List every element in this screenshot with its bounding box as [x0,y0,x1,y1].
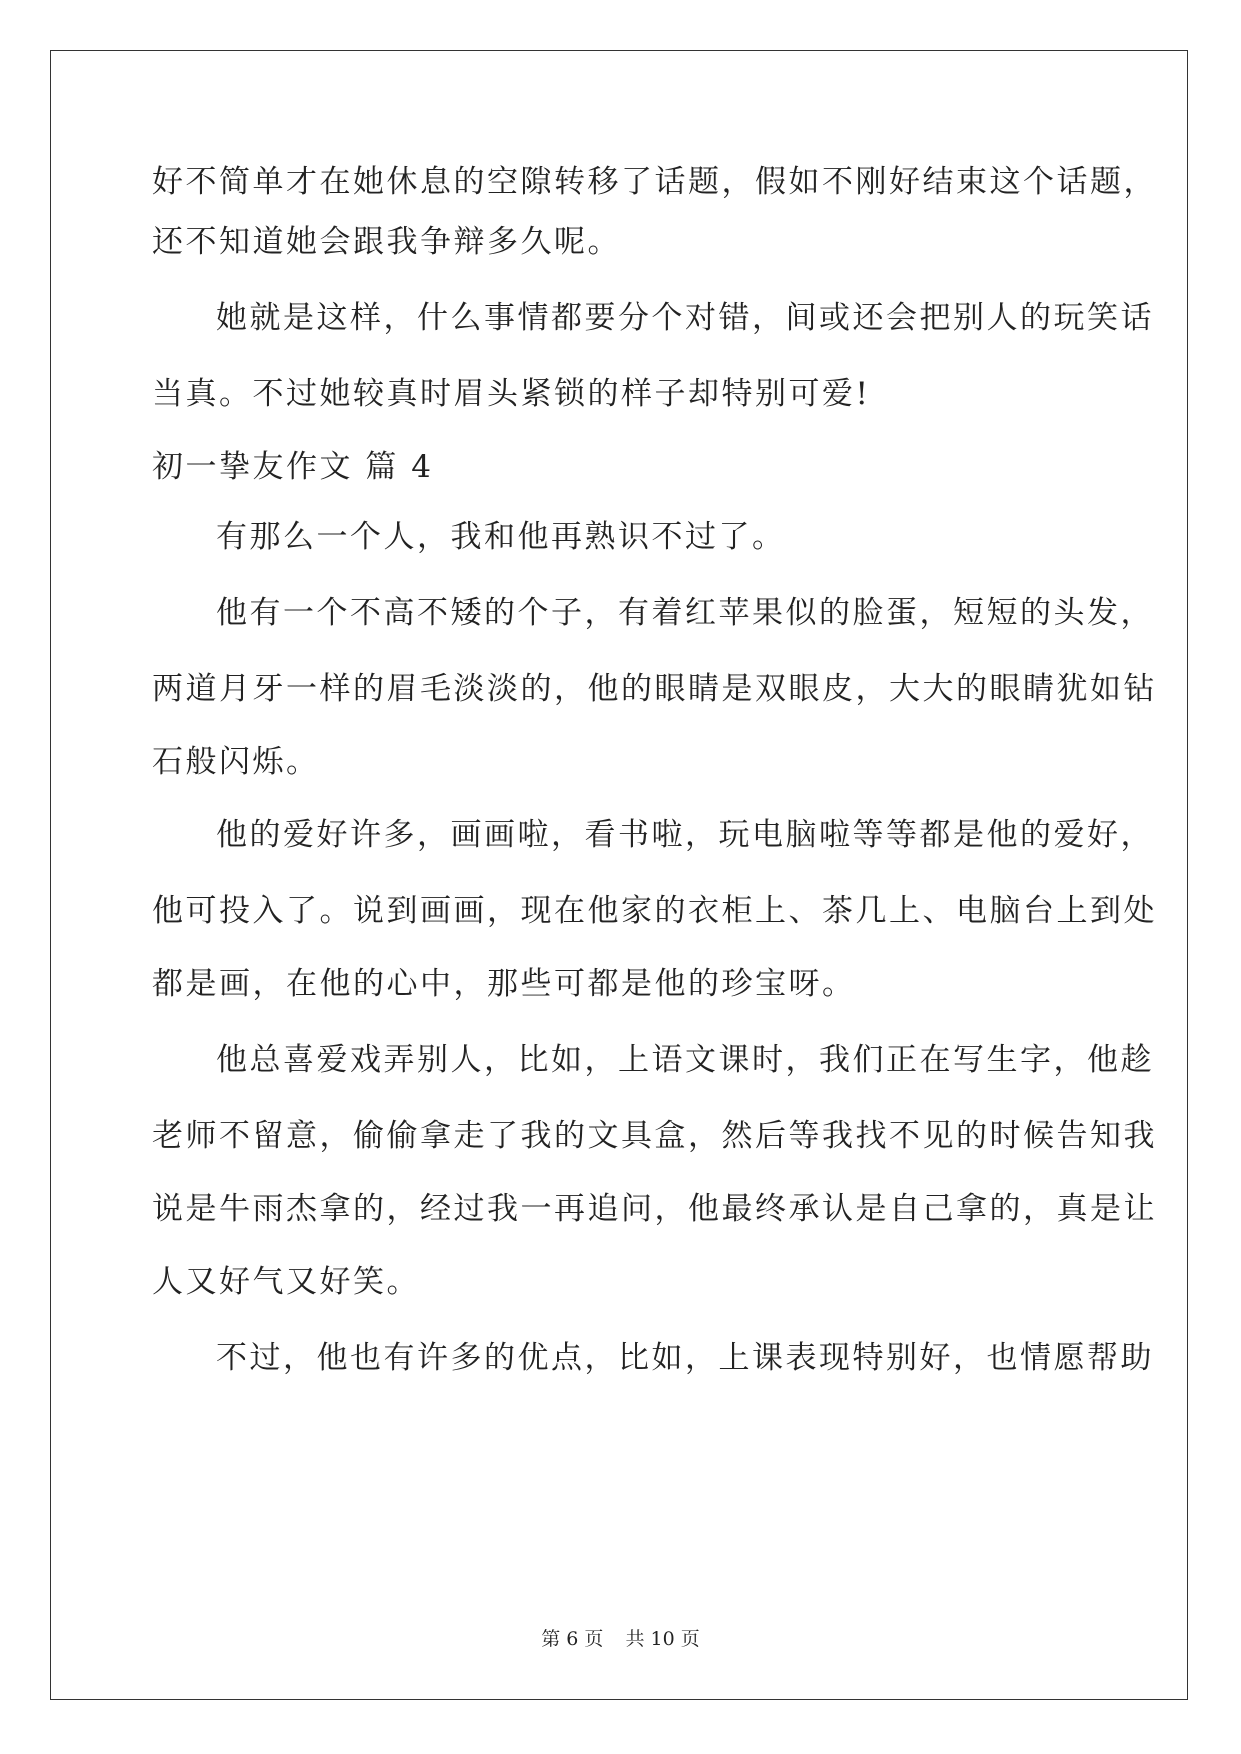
text-line: 人又好气又好笑。 [152,1264,420,1300]
page-footer [0,1624,1241,1651]
text-line: 有那么一个人，我和他再熟识不过了。 [216,519,786,555]
text-line: 说是牛雨杰拿的，经过我一再追问，他最终承认是自己拿的，真是让 [152,1191,1157,1227]
text-line: 他可投入了。说到画画，现在他家的衣柜上、茶几上、电脑台上到处 [152,893,1157,929]
page-number: 第 6 页 [541,1628,604,1650]
text-line: 他总喜爱戏弄别人，比如，上语文课时，我们正在写生字，他趁 [216,1042,1154,1078]
text-line: 她就是这样，什么事情都要分个对错，间或还会把别人的玩笑话 [216,300,1154,336]
page-total: 共 10 页 [625,1628,700,1650]
text-line: 他有一个不高不矮的个子，有着红苹果似的脸蛋，短短的头发， [216,595,1154,631]
text-line: 两道月牙一样的眉毛淡淡的，他的眼睛是双眼皮，大大的眼睛犹如钻 [152,671,1157,707]
section-heading: 初一挚友作文 篇 4 [152,449,434,485]
text-line: 当真。不过她较真时眉头紧锁的样子却特别可爱! [152,376,871,412]
text-line: 不过，他也有许多的优点，比如，上课表现特别好，也情愿帮助 [216,1340,1154,1376]
text-line: 老师不留意，偷偷拿走了我的文具盒，然后等我找不见的时候告知我 [152,1118,1157,1154]
text-line: 他的爱好许多，画画啦，看书啦，玩电脑啦等等都是他的爱好， [216,817,1154,853]
text-line: 还不知道她会跟我争辩多久呢。 [152,224,621,260]
text-line: 石般闪烁。 [152,744,320,780]
text-line: 都是画，在他的心中，那些可都是他的珍宝呀。 [152,966,856,1002]
text-line: 好不简单才在她休息的空隙转移了话题，假如不刚好结束这个话题， [152,164,1157,200]
